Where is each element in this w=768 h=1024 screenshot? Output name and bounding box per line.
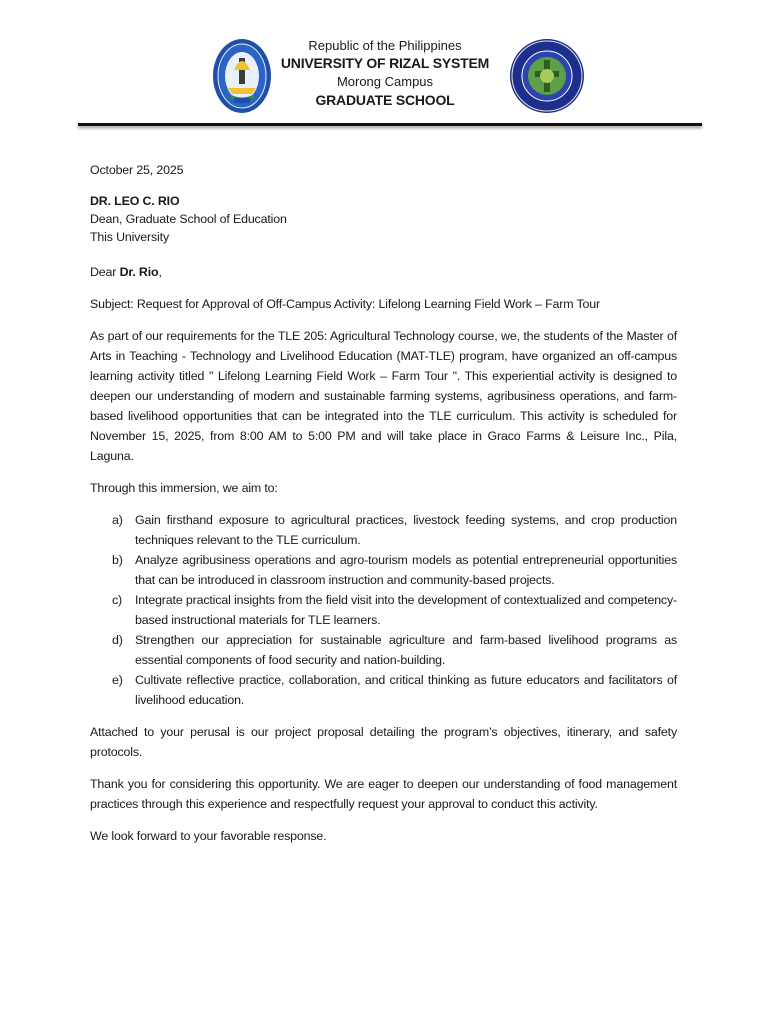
list-marker: d) [112, 633, 123, 647]
list-item-text: Integrate practical insights from the field visit into the development of contextualized and competency-based instructional materials for TLE learners. [135, 593, 677, 627]
list-item-text: Gain firsthand exposure to agricultural practices, livestock feeding systems, and crop production techniques relevant to the TLE curriculum. [135, 513, 677, 547]
letter-body [90, 160, 677, 846]
salutation-prefix: Dear [90, 265, 120, 279]
attachment-paragraph: Attached to your perusal is our project proposal detailing the program’s objectives, itinerary, and safety protocols. [90, 725, 677, 759]
list-item-text: Strengthen our appreciation for sustainable agriculture and farm-based livelihood programs as essential components of food security and nation-building. [135, 633, 677, 667]
recipient-title: Dean, Graduate School of Education [90, 212, 287, 226]
list-marker: c) [112, 593, 123, 607]
list-item [90, 590, 677, 630]
university-name: UNIVERSITY OF RIZAL SYSTEM [280, 55, 490, 71]
recipient-block [90, 192, 677, 246]
list-item-text: Cultivate reflective practice, collaboration, and critical thinking as future educators and facilitators of livelihood education. [135, 673, 677, 707]
list-item-text: Analyze agribusiness operations and agro-tourism models as potential entrepreneurial opportunities that can be introduced in classroom instruction and community-based projects. [135, 553, 677, 587]
salutation-name: Dr. Rio [119, 265, 159, 279]
thanks-paragraph: Thank you for considering this opportunity. We are eager to deepen our understanding of food management practices through this experience and respectfully request your approval to conduct this activity. [90, 777, 677, 811]
letterhead [0, 34, 768, 114]
country-line: Republic of the Philippines [308, 38, 462, 53]
list-marker: b) [112, 553, 123, 567]
graduate-school-seal-icon [508, 38, 586, 114]
list-item [90, 670, 677, 710]
letterhead-text [260, 38, 510, 110]
salutation [90, 262, 677, 282]
list-marker: a) [112, 513, 123, 527]
intro-paragraph: As part of our requirements for the TLE 205: Agricultural Technology course, we, the students of the Master of Arts in Teaching - Technology and Livelihood Education (MAT-TLE) program, have organized an off-campus learning activity titled " Lifelong Learning Field Work – Farm Tour ". This experiential activity is designed to deepen our understanding of modern and sustainable farming systems, agribusiness operations, and farm-based livelihood opportunities that can be integrated into the TLE curriculum. This activity is scheduled for November 15, 2025, from 8:00 AM to 5:00 PM and will take place in Graco Farms & Leisure Inc., Pila, Laguna. [90, 329, 677, 463]
subject-line: Subject: Request for Approval of Off-Campus Activity: Lifelong Learning Field Work – Farm Tour [90, 297, 600, 311]
list-marker: e) [112, 673, 123, 687]
school-name: GRADUATE SCHOOL [315, 92, 455, 108]
closing-line: We look forward to your favorable response. [90, 829, 327, 843]
header-divider [78, 123, 702, 126]
list-item [90, 630, 677, 670]
campus-name: Morong Campus [336, 74, 434, 89]
aims-list [90, 510, 677, 710]
aims-intro: Through this immersion, we aim to: [90, 481, 278, 495]
salutation-suffix: , [158, 265, 162, 279]
list-item [90, 550, 677, 590]
list-item [90, 510, 677, 550]
recipient-name: DR. LEO C. RIO [90, 194, 180, 208]
recipient-org: This University [90, 230, 169, 244]
letter-date: October 25, 2025 [90, 163, 184, 177]
